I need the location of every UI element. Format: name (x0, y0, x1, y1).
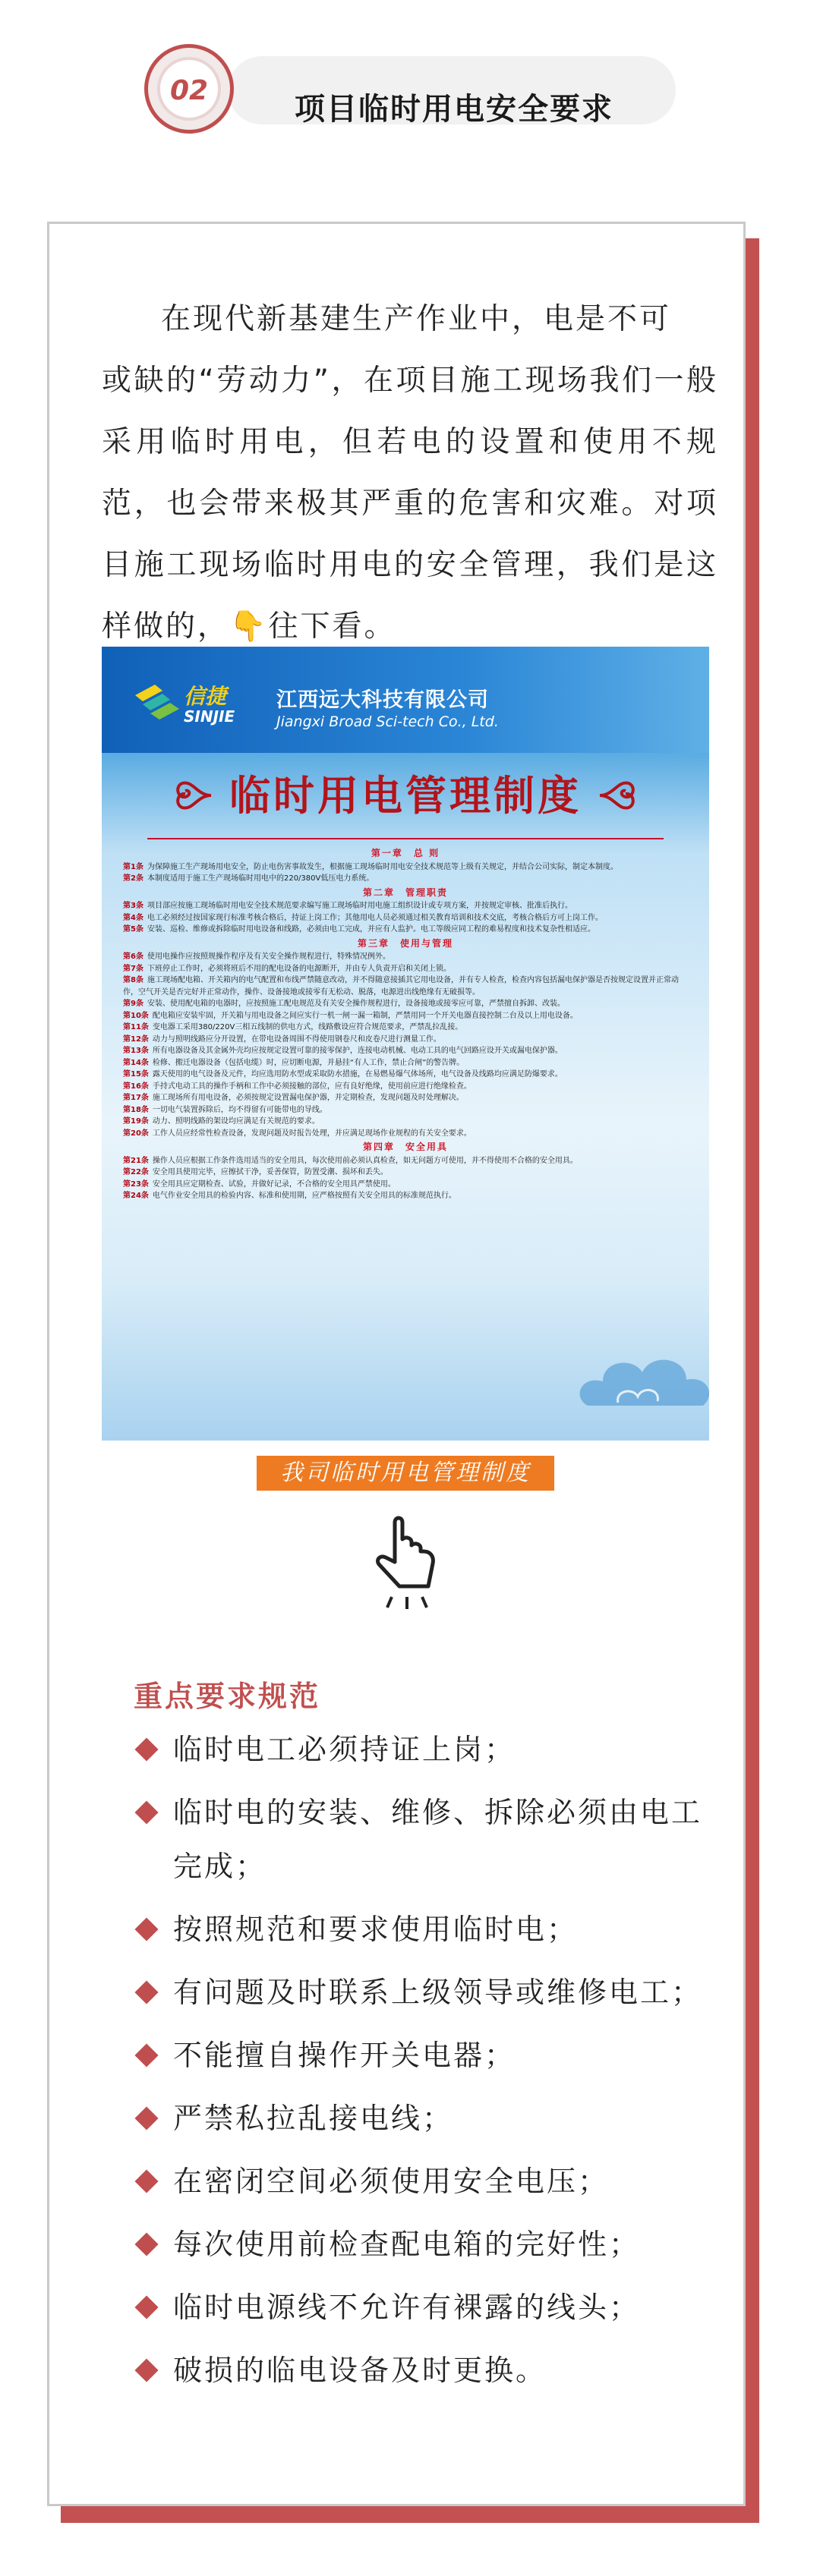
poster-article (123, 900, 688, 912)
poster-article-number: 第17条 (123, 1094, 149, 1102)
poster-article-number: 第1条 (123, 862, 144, 871)
poster-regulations (123, 846, 688, 1202)
poster-article (123, 1190, 688, 1202)
poster-article-text: 下班停止工作时，必须将班后不用的配电设备的电源断开，并由专人负责开启和关闭上锁。 (147, 964, 451, 973)
poster-article (123, 1057, 688, 1069)
brand-name-cn: 信捷 (184, 684, 227, 709)
requirement-text: 严禁私拉乱接电线； (173, 2102, 454, 2135)
poster-article-number: 第2条 (123, 874, 144, 883)
poster-article-number: 第22条 (123, 1168, 149, 1176)
poster-article-text: 施工现场配电箱、开关箱内的电气配置和布线严禁随意改动，并不得随意接插其它用电设备，并有专人检查，检查内容包括漏电保护器是否按规定设置并正常动作，空气开关是否完好并正常动作，操作、设备接地或接零有无松动、脱落，电源进出线绝缘有无破损等。 (123, 976, 679, 997)
diamond-bullet-icon (134, 1980, 158, 2004)
poster-article-text: 动力、照明线路的架设均应满足有关规范的要求。 (152, 1117, 320, 1126)
company-logo-icon (132, 680, 182, 721)
poster-article-number: 第8条 (123, 976, 144, 984)
section-title: 项目临时用电安全要求 (295, 92, 613, 127)
requirement-text: 破损的临电设备及时更换。 (173, 2354, 547, 2387)
poster-title-frame (200, 759, 610, 832)
poster-article-number: 第13条 (123, 1047, 149, 1055)
poster-article-text: 变电器工采用380/220V三相五线制的供电方式，线路敷设应符合规范要求，严禁乱拉乱接。 (152, 1023, 463, 1031)
requirement-text: 有问题及时联系上级领导或维修电工； (173, 1976, 703, 2009)
requirement-item (134, 2155, 711, 2209)
poster-chapter-heading: 第二章 管理职责 (362, 886, 448, 898)
poster-article-number: 第24条 (123, 1192, 149, 1200)
poster-article-text: 为保障施工生产现场用电安全，防止电伤害事故发生，根据施工现场临时用电安全技术规范等上级有关规定，并结合公司实际，制定本制度。 (147, 862, 618, 871)
requirement-text: 临时电的安装、维修、拆除必须由电工完成； (173, 1796, 703, 1883)
poster-article (123, 998, 688, 1010)
diamond-bullet-icon (134, 2043, 158, 2067)
poster-article-number: 第18条 (123, 1105, 149, 1114)
poster-article (123, 1010, 688, 1022)
poster-article-text: 使用电操作应按照规操作程序及有关安全操作规程进行，特殊情况例外。 (147, 953, 390, 961)
poster-article (123, 912, 688, 924)
poster-article (123, 1116, 688, 1128)
poster-article (123, 1034, 688, 1046)
diamond-bullet-icon (134, 1800, 158, 1824)
poster-chapter-heading: 第四章 安全用具 (362, 1142, 448, 1152)
section-title-pill (228, 56, 676, 127)
diamond-bullet-icon (134, 2295, 158, 2319)
section-number-ring (160, 60, 218, 118)
poster-article-text: 本制度适用于施工生产现场临时用电中的220/380V低压电力系统。 (147, 874, 374, 883)
company-name-en: Jiangxi Broad Sci-tech Co., Ltd. (276, 713, 499, 730)
poster-article (123, 1022, 688, 1034)
poster-article-text: 所有电器设备及其金属外壳均应按规定设置可靠的接零保护，连接电动机械、电动工具的电气回路应设开关或漏电保护器。 (152, 1047, 563, 1055)
requirement-item (134, 2029, 711, 2083)
poster-chapter-heading: 第一章 总 则 (371, 848, 440, 858)
requirement-item (134, 1786, 711, 1894)
poster-article (123, 1092, 688, 1104)
poster-article-text: 露天使用的电气设备及元件，均应选用防水型或采取防水措施，在易燃易爆气体场所，电气设备及线路均应满足防爆要求。 (152, 1070, 563, 1079)
poster-article-text: 施工现场所有用电设备，必须按规定设置漏电保护器，并定期检查，发现问题及时处理解决。 (152, 1094, 464, 1102)
poster-article (123, 951, 688, 963)
poster-article-number: 第6条 (123, 953, 144, 961)
poster-article-text: 安装、巡检、维修或拆除临时用电设备和线路，必须由电工完成，并应有人监护。电工等级应同工程的难易程度和技术复杂性相适应。 (147, 925, 595, 934)
diamond-bullet-icon (134, 2232, 158, 2256)
poster-title: 临时用电管理制度 (229, 771, 582, 820)
diamond-bullet-icon (134, 1737, 158, 1761)
poster-caption: 我司临时用电管理制度 (257, 1456, 554, 1491)
poster-chapter-heading: 第三章 使用与管理 (357, 937, 453, 949)
poster-article-number: 第14条 (123, 1058, 149, 1067)
requirements-title: 重点要求规范 (134, 1680, 321, 1713)
poster-article-text: 动力与照明线路应分开设置，在带电设备周围不得使用钢卷尺和皮卷尺进行测量工作。 (152, 1034, 441, 1044)
poster-article (123, 963, 688, 975)
requirement-text: 每次使用前检查配电箱的完好性； (173, 2228, 641, 2261)
poster-article (123, 873, 688, 885)
company-name-cn: 江西远大科技有限公司 (276, 688, 489, 712)
poster-article-text: 配电箱应安装牢固，开关箱与用电设备之间应实行一机一闸一漏一箱制，严禁用同一个开关电器直接控制二台及以上用电设备。 (152, 1011, 578, 1020)
poster-article-text: 检修、搬迁电器设备（包括电缆）时，应切断电源，并悬挂“有人工作，禁止合闸”的警告牌。 (152, 1058, 465, 1067)
intro-first-line: 在现代新基建生产作业中，电是不可 (161, 302, 672, 336)
requirement-item (134, 2218, 711, 2272)
poster-article (123, 1155, 688, 1167)
poster-article-number: 第4条 (123, 913, 144, 922)
title-ornament-right (598, 773, 636, 818)
poster-article-text: 操作人员应根据工作条件选用适当的安全用具，每次使用前必须认真检查，如无问题方可使用，并不得使用不合格的安全用具。 (152, 1156, 578, 1165)
diamond-bullet-icon (134, 1917, 158, 1941)
pointing-hand-icon (357, 1507, 456, 1614)
brand-name-en: SINJIE (184, 707, 235, 726)
poster-article-number: 第9条 (123, 1000, 144, 1008)
poster-divider (147, 838, 664, 839)
poster-article (123, 975, 688, 998)
poster-article (123, 1179, 688, 1191)
poster-article-text: 安全用具应定期检查、试验，并做好记录，不合格的安全用具严禁使用。 (152, 1179, 396, 1189)
requirements-list (134, 1723, 711, 2398)
poster-article-text: 安装、使用配电箱的电器时，应按照施工配电规范及有关安全操作规程进行，设备接地或接零应可靠，严禁擅自拆卸、改装。 (147, 1000, 565, 1008)
diamond-bullet-icon (134, 2106, 158, 2130)
requirement-item (134, 1966, 711, 2020)
poster-article (123, 1167, 688, 1179)
poster-article-text: 项目部应按施工现场临时用电安全技术规范要求编写施工现场临时用电施工组织设计或专项方案，并按规定审核、批准后执行。 (147, 902, 572, 910)
poster-article-number: 第23条 (123, 1179, 149, 1189)
poster-article-text: 一切电气装置拆除后，均不得留有可能带电的导线。 (152, 1105, 327, 1114)
poster-article-number: 第7条 (123, 964, 144, 973)
poster-article-number: 第16条 (123, 1082, 149, 1091)
poster-article (123, 1104, 688, 1116)
poster-article-number: 第20条 (123, 1129, 149, 1138)
requirement-text: 临时电工必须持证上岗； (173, 1733, 516, 1766)
poster-article-number: 第12条 (123, 1034, 149, 1044)
requirement-item (134, 1903, 711, 1957)
diamond-bullet-icon (134, 2358, 158, 2382)
poster-article-text: 电气作业安全用具的检验内容、标准和使用期，应严格按照有关安全用具的标准规范执行。 (152, 1192, 456, 1200)
poster-article (123, 1045, 688, 1057)
poster-article-number: 第10条 (123, 1011, 149, 1020)
requirement-text: 在密闭空间必须使用安全电压； (173, 2165, 610, 2198)
poster-article-number: 第19条 (123, 1117, 149, 1126)
requirement-item (134, 2344, 711, 2398)
poster-article (123, 924, 688, 936)
poster-article-number: 第15条 (123, 1070, 149, 1079)
section-number-badge (144, 44, 234, 134)
section-header (144, 44, 683, 134)
requirement-text: 按照规范和要求使用临时电； (173, 1913, 579, 1946)
poster-article-number: 第11条 (123, 1023, 149, 1031)
poster-article (123, 861, 688, 874)
intro-paragraph (102, 288, 718, 657)
poster-article-text: 电工必须经过按国家现行标准考核合格后，持证上岗工作；其他用电人员必须通过相关教育培训和技术交底，考核合格后方可上岗工作。 (147, 913, 603, 922)
poster-article-text: 工作人员应经常性检查设备，发现问题及时报告处理，并应满足现场作业规程的有关安全要求。 (152, 1129, 472, 1138)
poster-article-text: 安全用具使用完毕，应擦拭干净，妥善保管，防置受潮、损坏和丢失。 (152, 1168, 388, 1176)
requirement-item (134, 2092, 711, 2146)
intro-rest: 或缺的“劳动力”，在项目施工现场我们一般采用临时用电，但若电的设置和使用不规范，也会带来极其严重的危害和灾难。对项目施工现场临时用电的安全管理，我们是这样做的，👇往下看。 (102, 364, 718, 644)
poster-article-number: 第5条 (123, 925, 144, 934)
requirement-item (134, 2281, 711, 2335)
poster-article-number: 第3条 (123, 902, 144, 910)
requirement-text: 临时电源线不允许有裸露的线头； (173, 2291, 641, 2324)
poster-article (123, 1069, 688, 1081)
requirement-text: 不能擅自操作开关电器； (173, 2039, 516, 2072)
poster-article (123, 1128, 688, 1140)
policy-poster (102, 647, 709, 1441)
cloud-ornament-icon (572, 1337, 709, 1421)
requirement-item (134, 1723, 711, 1777)
poster-article-number: 第21条 (123, 1156, 149, 1165)
poster-article (123, 1081, 688, 1093)
diamond-bullet-icon (134, 2169, 158, 2193)
section-number: 02 (169, 75, 209, 106)
poster-article-text: 手持式电动工具的操作手柄和工作中必须接触的部位，应有良好绝缘，使用前应进行绝缘检查。 (152, 1082, 472, 1091)
